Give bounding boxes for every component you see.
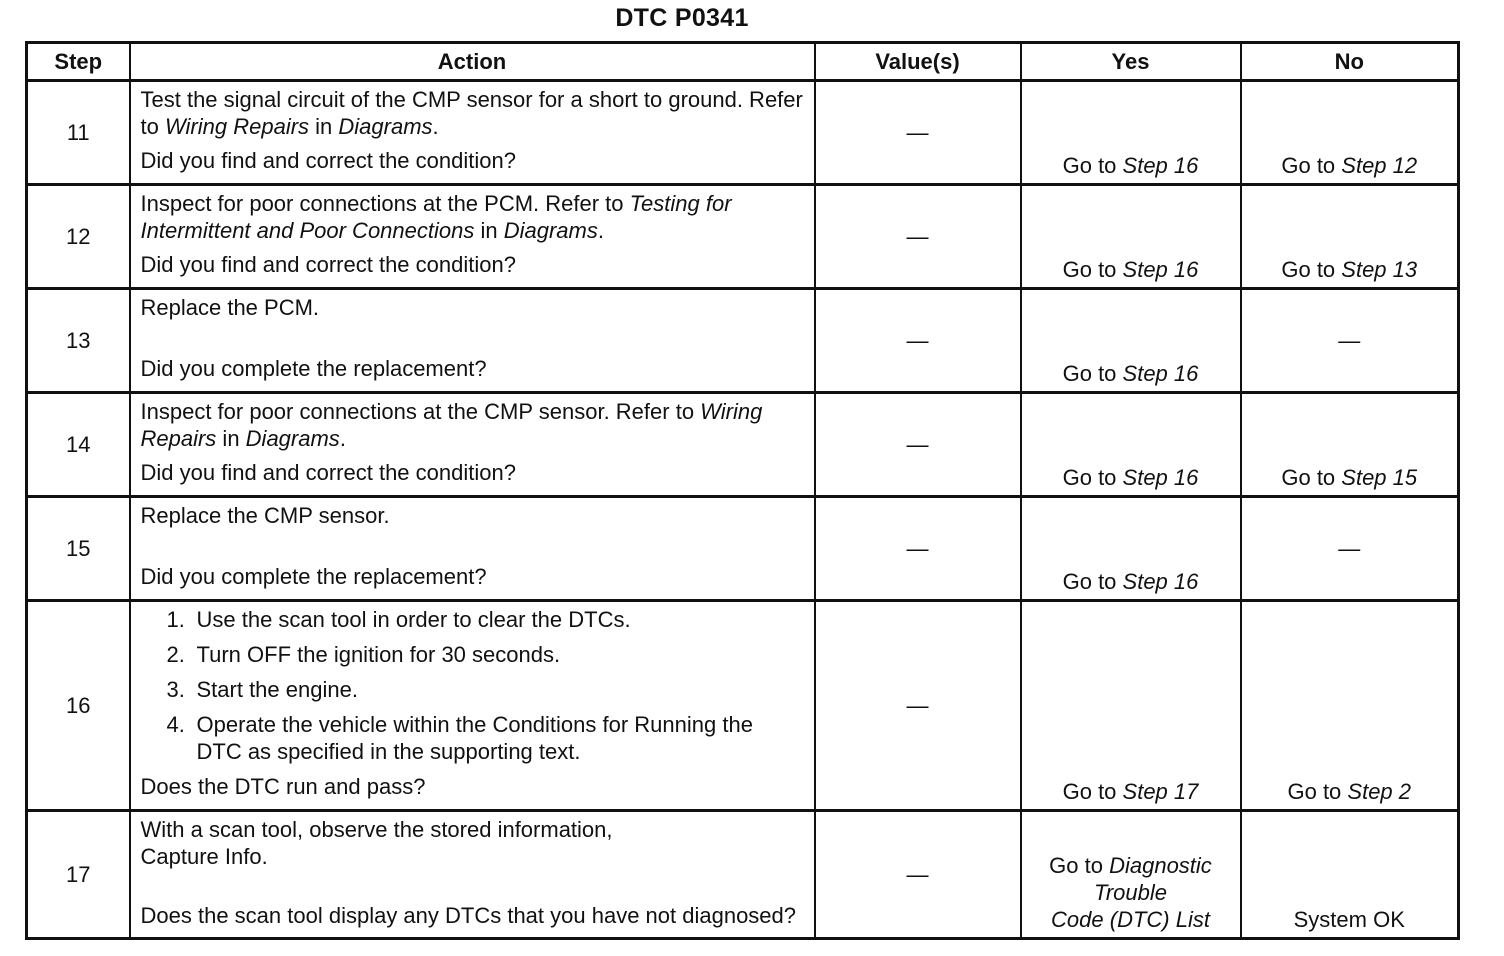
action-question: Did you find and correct the condition?: [140, 252, 516, 277]
action-cell: [130, 497, 815, 601]
table-row: [27, 601, 1459, 811]
yes-cell: [1021, 185, 1241, 289]
reference-text: Wiring Repairs: [140, 399, 763, 451]
yes-prefix: Go to: [1062, 257, 1123, 282]
action-instruction: [141, 294, 804, 321]
yes-step-link[interactable]: Step 16: [1122, 465, 1199, 490]
action-text: Test the signal circuit of the CMP sensor for a short to ground. Refer to: [140, 87, 803, 139]
yes-ref-text: Diagnostic: [1109, 853, 1212, 878]
list-number: 2.: [166, 642, 185, 667]
action-text: in: [216, 426, 246, 451]
list-number: 4.: [166, 712, 185, 737]
step-cell: [27, 811, 130, 939]
yes-prefix: Go to: [1062, 569, 1123, 594]
action-text: .: [432, 114, 439, 139]
value-cell: [815, 811, 1021, 939]
yes-prefix: Go to: [1062, 361, 1123, 386]
action-question: Does the DTC run and pass?: [140, 774, 426, 799]
header-values: Value(s): [815, 43, 1021, 81]
yes-step-link[interactable]: Step 16: [1122, 153, 1199, 178]
yes-step-link[interactable]: Step 16: [1122, 569, 1199, 594]
action-content: [131, 812, 814, 933]
action-question: Did you complete the replacement?: [140, 356, 487, 381]
step-cell: [27, 497, 130, 601]
page-title: DTC P0341: [615, 4, 749, 32]
list-number: 3.: [166, 677, 185, 702]
diagnostic-table: [25, 41, 1460, 940]
no-prefix: Go to: [1281, 465, 1342, 490]
step-cell: [27, 393, 130, 497]
no-prefix: Go to: [1287, 779, 1348, 804]
no-prefix: Go to: [1281, 153, 1342, 178]
action-content: [131, 498, 814, 595]
action-text: .: [339, 426, 346, 451]
no-cell: [1241, 497, 1459, 601]
step-number: 16: [66, 692, 91, 718]
table-row: [27, 81, 1459, 185]
yes-cell: [1021, 81, 1241, 185]
yes-prefix: Go to: [1062, 465, 1123, 490]
yes-line: Trouble: [1094, 880, 1167, 905]
action-content: [131, 82, 814, 179]
yes-step-link[interactable]: Step 16: [1122, 257, 1199, 282]
yes-line: Code (DTC) List: [1051, 907, 1210, 932]
no-dash: —: [1338, 535, 1361, 561]
list-item: [167, 641, 804, 668]
action-cell: [130, 81, 815, 185]
no-step-link[interactable]: Step 13: [1341, 257, 1418, 282]
value-dash: —: [906, 535, 929, 561]
value-cell: [815, 497, 1021, 601]
no-result: System OK: [1293, 907, 1405, 932]
list-text: Start the engine.: [196, 677, 358, 702]
value-dash: —: [906, 223, 929, 249]
reference-text: Wiring Repairs: [164, 114, 310, 139]
value-cell: [815, 289, 1021, 393]
action-question: Did you complete the replacement?: [140, 564, 487, 589]
step-number: 17: [66, 861, 91, 887]
no-cell: [1241, 289, 1459, 393]
action-text: in: [309, 114, 339, 139]
step-cell: [27, 81, 130, 185]
no-cell: [1241, 393, 1459, 497]
no-step-link[interactable]: Step 15: [1341, 465, 1418, 490]
action-question: Did you find and correct the condition?: [140, 148, 516, 173]
table-row: [27, 289, 1459, 393]
step-cell: [27, 601, 130, 811]
list-text: Operate the vehicle within the Conditions for Running the DTC as specified in the supporting text.: [196, 712, 753, 764]
value-cell: [815, 185, 1021, 289]
reference-text: Diagrams: [245, 426, 340, 451]
yes-step-link[interactable]: Step 17: [1122, 779, 1199, 804]
action-instruction: [141, 86, 804, 140]
list-number: 1.: [166, 607, 185, 632]
list-item: [167, 606, 804, 633]
value-dash: —: [906, 119, 929, 145]
action-cell: [130, 289, 815, 393]
no-dash: —: [1338, 327, 1361, 353]
no-cell: [1241, 601, 1459, 811]
action-instruction: With a scan tool, observe the stored information, Capture Info.: [140, 817, 613, 869]
list-item: [167, 676, 804, 703]
step-cell: [27, 185, 130, 289]
table-row: [27, 497, 1459, 601]
action-content: [131, 394, 814, 491]
action-text: Replace the PCM.: [140, 295, 320, 320]
reference-text: Diagrams: [503, 218, 598, 243]
table-row: [27, 811, 1459, 939]
header-row: [27, 43, 1459, 81]
action-cell: [130, 811, 815, 939]
action-text: Inspect for poor connections at the PCM. Refer to: [140, 191, 630, 216]
yes-prefix: Go to: [1062, 779, 1123, 804]
value-dash: —: [906, 692, 929, 718]
no-cell: [1241, 811, 1459, 939]
action-text: Inspect for poor connections at the CMP sensor. Refer to: [140, 399, 701, 424]
action-instruction: [141, 398, 804, 452]
reference-text: Testing for Intermittent and Poor Connections: [140, 191, 732, 243]
header-action: Action: [130, 43, 815, 81]
action-content: [131, 186, 814, 283]
no-cell: [1241, 81, 1459, 185]
yes-cell: [1021, 811, 1241, 939]
action-instruction: [141, 502, 804, 529]
header-no: No: [1241, 43, 1459, 81]
header-step: Step: [27, 43, 130, 81]
action-content: [131, 602, 814, 805]
procedure-list: [141, 606, 804, 773]
value-dash: —: [906, 861, 929, 887]
step-cell: [27, 289, 130, 393]
value-cell: [815, 393, 1021, 497]
action-text: Replace the CMP sensor.: [140, 503, 390, 528]
value-dash: —: [906, 327, 929, 353]
value-cell: [815, 81, 1021, 185]
action-question: Does the scan tool display any DTCs that you have not diagnosed?: [140, 903, 797, 928]
action-cell: [130, 601, 815, 811]
step-number: 15: [66, 535, 91, 561]
action-cell: [130, 393, 815, 497]
step-number: 14: [66, 431, 91, 457]
action-text: in: [474, 218, 504, 243]
list-item: [167, 711, 804, 765]
yes-cell: [1021, 289, 1241, 393]
yes-cell: [1021, 497, 1241, 601]
no-cell: [1241, 185, 1459, 289]
action-content: [131, 290, 814, 387]
action-instruction: [141, 190, 804, 244]
yes-line: [1022, 852, 1240, 879]
no-prefix: Go to: [1281, 257, 1342, 282]
table-row: [27, 393, 1459, 497]
yes-cell: [1021, 393, 1241, 497]
header-yes: Yes: [1021, 43, 1241, 81]
no-step-link[interactable]: Step 2: [1347, 779, 1412, 804]
value-dash: —: [906, 431, 929, 457]
action-question: Did you find and correct the condition?: [140, 460, 516, 485]
value-cell: [815, 601, 1021, 811]
yes-reference[interactable]: [1022, 852, 1240, 933]
no-step-link[interactable]: Step 12: [1341, 153, 1418, 178]
action-cell: [130, 185, 815, 289]
list-text: Turn OFF the ignition for 30 seconds.: [196, 642, 561, 667]
action-text: .: [597, 218, 604, 243]
yes-prefix: Go to: [1062, 153, 1123, 178]
reference-text: Diagrams: [338, 114, 433, 139]
table-row: [27, 185, 1459, 289]
step-number: 13: [66, 327, 91, 353]
list-text: Use the scan tool in order to clear the DTCs.: [196, 607, 631, 632]
yes-cell: [1021, 601, 1241, 811]
step-number: 12: [66, 223, 91, 249]
yes-step-link[interactable]: Step 16: [1122, 361, 1199, 386]
yes-prefix: Go to: [1049, 853, 1110, 878]
step-number: 11: [66, 119, 90, 145]
